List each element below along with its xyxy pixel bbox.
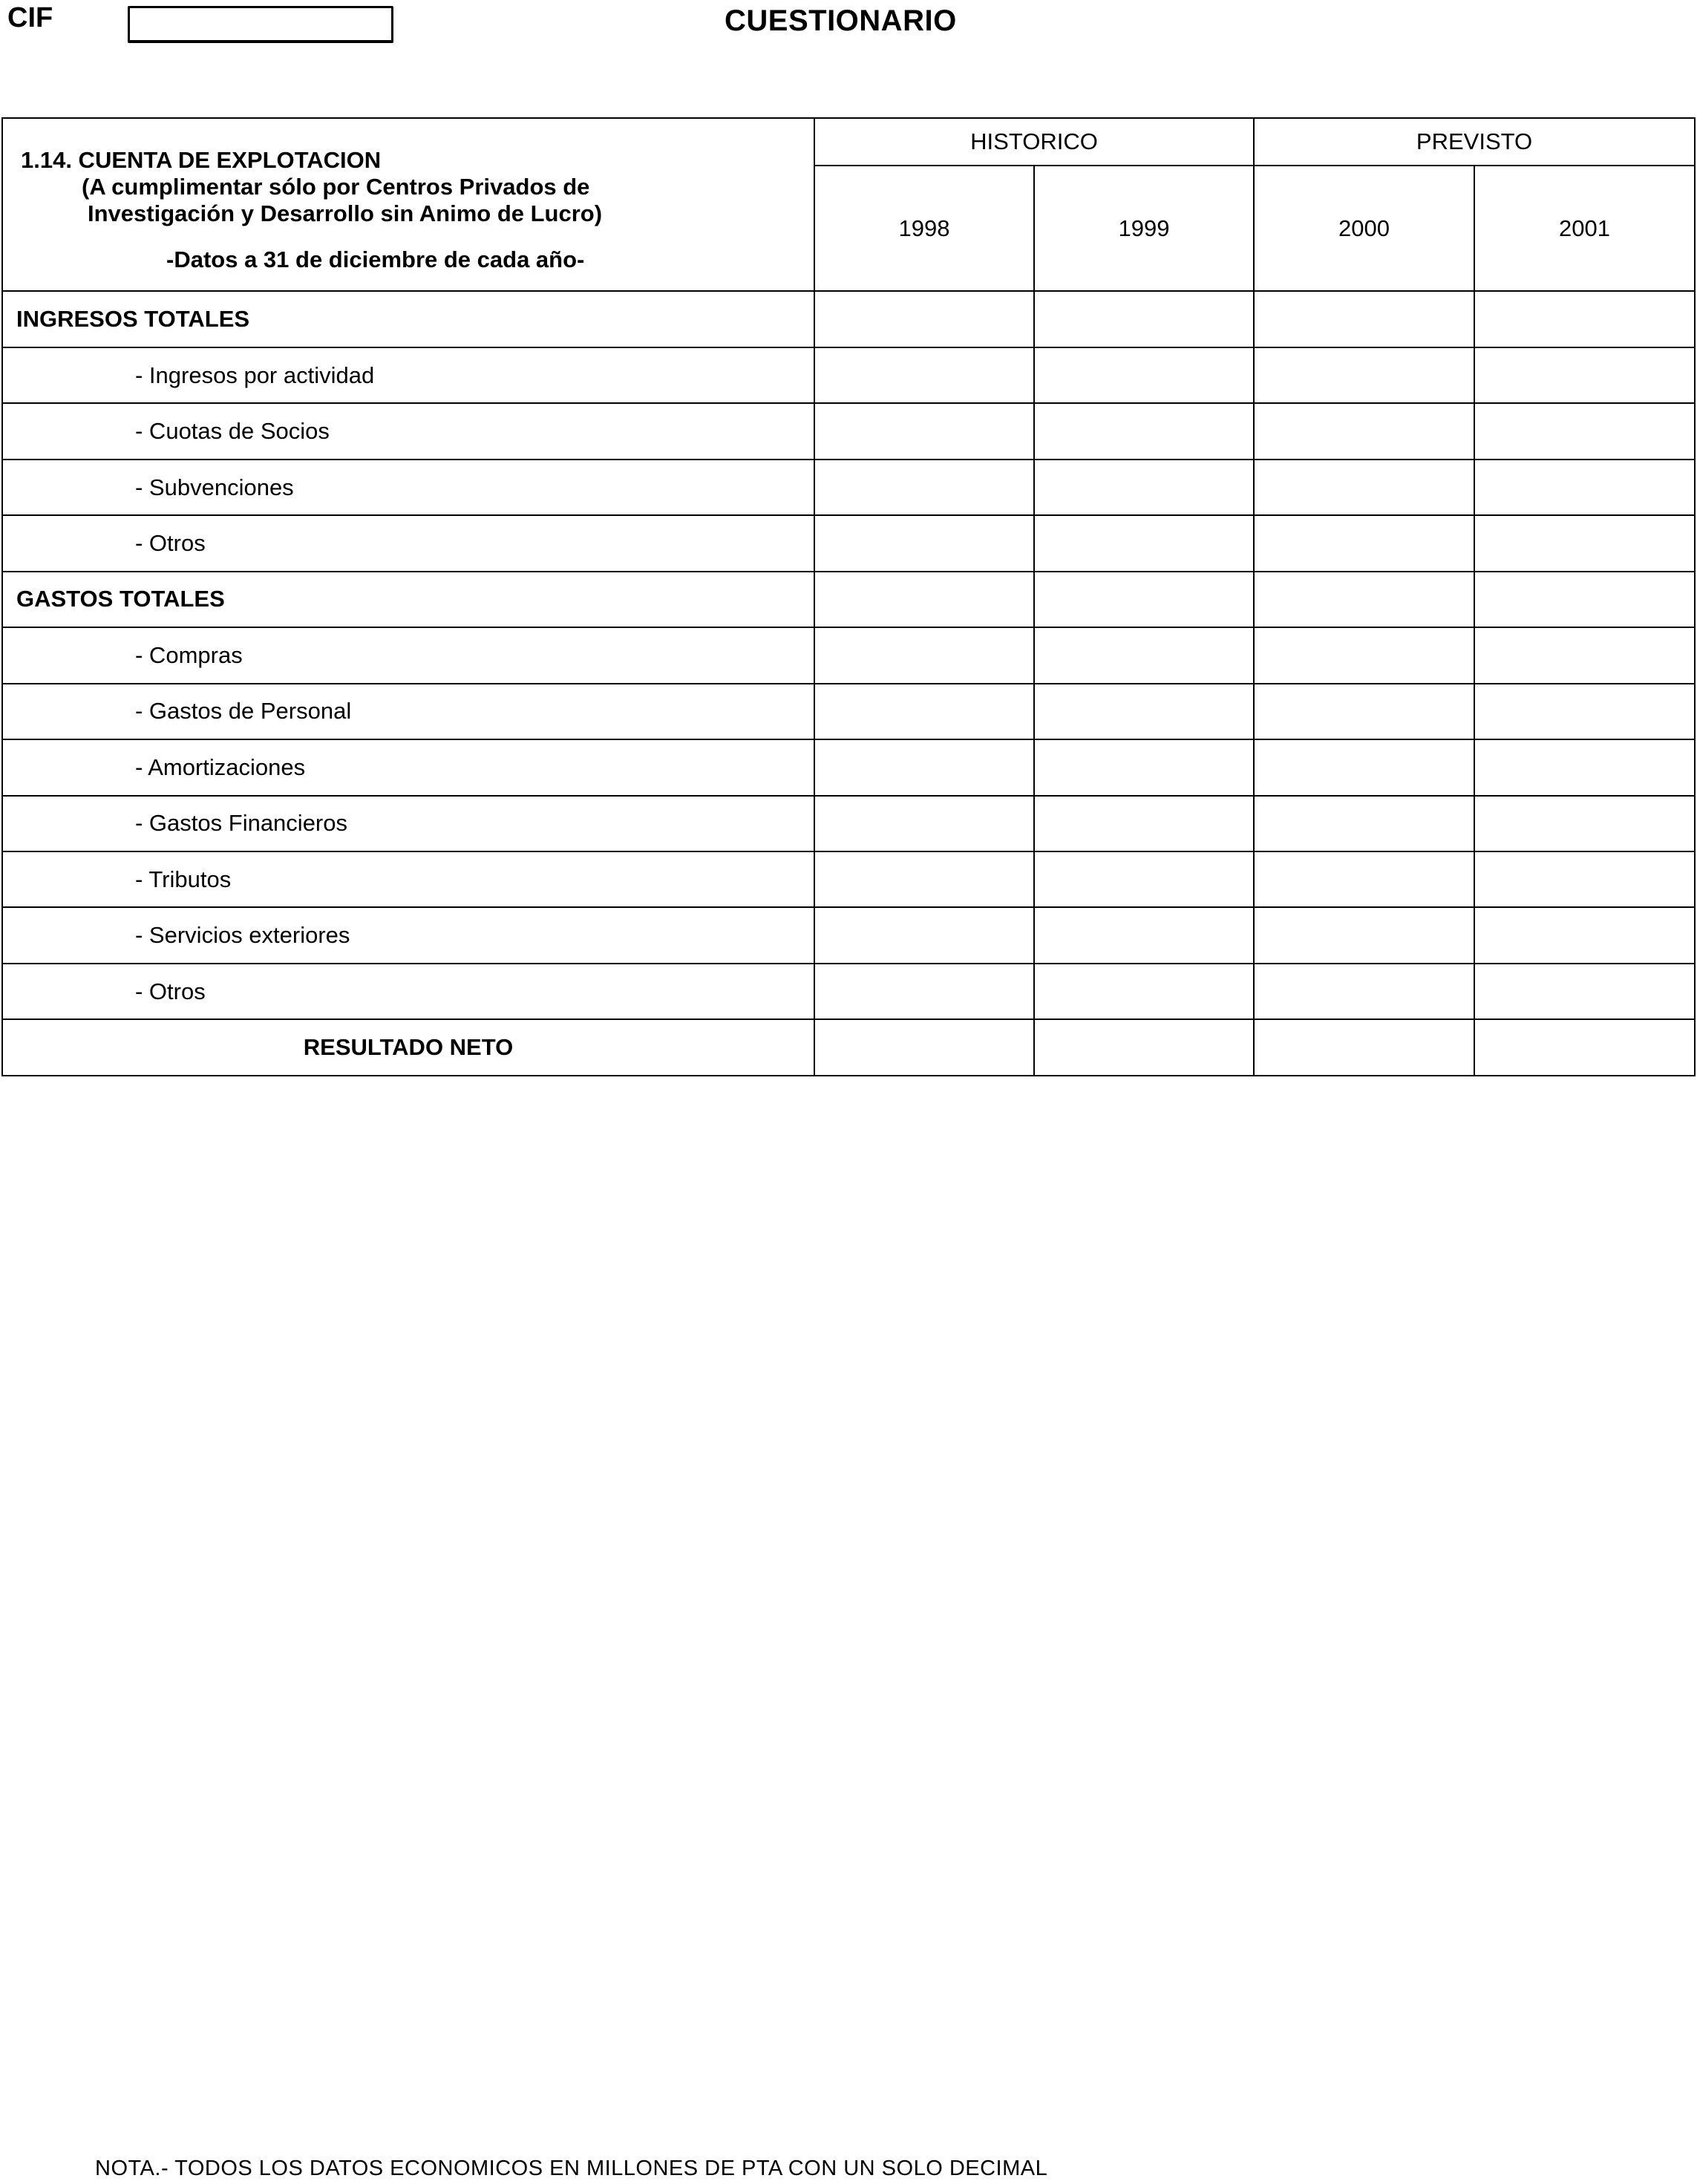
table-row <box>2 796 1695 851</box>
table-row <box>2 851 1695 907</box>
entry-cell-1998[interactable] <box>814 964 1034 1019</box>
entry-cell-2001[interactable] <box>1474 572 1695 627</box>
entry-cell-2000[interactable] <box>1254 684 1474 739</box>
entry-cell-2001[interactable] <box>1474 627 1695 683</box>
footer-note: NOTA.- TODOS LOS DATOS ECONOMICOS EN MILLONES DE PTA CON UN SOLO DECIMAL <box>95 2157 1048 2180</box>
table-row <box>2 347 1695 403</box>
row-label: - Servicios exteriores <box>2 907 814 963</box>
table-row <box>2 907 1695 963</box>
historico-header: HISTORICO <box>814 118 1254 166</box>
entry-cell-2001[interactable] <box>1474 291 1695 347</box>
entry-cell-1999[interactable] <box>1034 403 1254 459</box>
entry-cell-1998[interactable] <box>814 460 1034 515</box>
entry-cell-1999[interactable] <box>1034 907 1254 963</box>
cuenta-explotacion-table <box>1 117 1696 1076</box>
row-label: - Ingresos por actividad <box>2 347 814 403</box>
row-label: - Tributos <box>2 851 814 907</box>
row-label: RESULTADO NETO <box>2 1019 814 1076</box>
section-note-line2: Investigación y Desarrollo sin Animo de Lucro) <box>88 200 603 226</box>
entry-cell-2000[interactable] <box>1254 851 1474 907</box>
year-1999-header: 1999 <box>1034 166 1254 291</box>
entry-cell-1998[interactable] <box>814 907 1034 963</box>
entry-cell-2001[interactable] <box>1474 907 1695 963</box>
table-row <box>2 460 1695 515</box>
table-row <box>2 964 1695 1019</box>
table-header-row <box>2 118 1695 166</box>
row-label: - Compras <box>2 627 814 683</box>
entry-cell-1999[interactable] <box>1034 291 1254 347</box>
row-label: - Amortizaciones <box>2 739 814 795</box>
entry-cell-2000[interactable] <box>1254 460 1474 515</box>
section-date-note: -Datos a 31 de diciembre de cada año- <box>166 246 585 272</box>
entry-cell-1998[interactable] <box>814 403 1034 459</box>
table-row <box>2 1019 1695 1076</box>
entry-cell-1999[interactable] <box>1034 460 1254 515</box>
section-number-title: 1.14. CUENTA DE EXPLOTACION <box>21 147 382 173</box>
entry-cell-2001[interactable] <box>1474 964 1695 1019</box>
year-2001-header: 2001 <box>1474 166 1695 291</box>
entry-cell-2001[interactable] <box>1474 1019 1695 1076</box>
entry-cell-2001[interactable] <box>1474 739 1695 795</box>
year-2000-header: 2000 <box>1254 166 1474 291</box>
entry-cell-1998[interactable] <box>814 684 1034 739</box>
entry-cell-1999[interactable] <box>1034 627 1254 683</box>
entry-cell-1999[interactable] <box>1034 851 1254 907</box>
row-label: - Otros <box>2 515 814 571</box>
row-label: - Otros <box>2 964 814 1019</box>
entry-cell-2000[interactable] <box>1254 627 1474 683</box>
entry-cell-1999[interactable] <box>1034 572 1254 627</box>
table-row <box>2 291 1695 347</box>
entry-cell-1999[interactable] <box>1034 515 1254 571</box>
entry-cell-1998[interactable] <box>814 572 1034 627</box>
table-row <box>2 403 1695 459</box>
entry-cell-1998[interactable] <box>814 291 1034 347</box>
previsto-header: PREVISTO <box>1254 118 1695 166</box>
year-1998-header: 1998 <box>814 166 1034 291</box>
entry-cell-2001[interactable] <box>1474 796 1695 851</box>
entry-cell-1999[interactable] <box>1034 347 1254 403</box>
entry-cell-2000[interactable] <box>1254 347 1474 403</box>
entry-cell-2001[interactable] <box>1474 403 1695 459</box>
entry-cell-1999[interactable] <box>1034 1019 1254 1076</box>
entry-cell-1998[interactable] <box>814 347 1034 403</box>
table-row <box>2 515 1695 571</box>
entry-cell-2001[interactable] <box>1474 515 1695 571</box>
row-label: - Gastos de Personal <box>2 684 814 739</box>
cif-input[interactable] <box>128 6 393 43</box>
entry-cell-1998[interactable] <box>814 515 1034 571</box>
entry-cell-2000[interactable] <box>1254 572 1474 627</box>
entry-cell-2001[interactable] <box>1474 851 1695 907</box>
entry-cell-1998[interactable] <box>814 1019 1034 1076</box>
entry-cell-2000[interactable] <box>1254 739 1474 795</box>
table-row <box>2 572 1695 627</box>
table-row <box>2 684 1695 739</box>
entry-cell-1998[interactable] <box>814 739 1034 795</box>
entry-cell-1999[interactable] <box>1034 684 1254 739</box>
entry-cell-2001[interactable] <box>1474 460 1695 515</box>
entry-cell-2000[interactable] <box>1254 1019 1474 1076</box>
entry-cell-1998[interactable] <box>814 851 1034 907</box>
entry-cell-2000[interactable] <box>1254 515 1474 571</box>
entry-cell-2001[interactable] <box>1474 347 1695 403</box>
entry-cell-1999[interactable] <box>1034 796 1254 851</box>
entry-cell-2000[interactable] <box>1254 964 1474 1019</box>
entry-cell-2000[interactable] <box>1254 291 1474 347</box>
section-note-line1: (A cumplimentar sólo por Centros Privados de <box>82 174 590 200</box>
entry-cell-2000[interactable] <box>1254 403 1474 459</box>
cif-label: CIF <box>7 2 53 33</box>
table-row <box>2 627 1695 683</box>
entry-cell-1998[interactable] <box>814 796 1034 851</box>
entry-cell-1998[interactable] <box>814 627 1034 683</box>
row-label: - Gastos Financieros <box>2 796 814 851</box>
row-label: INGRESOS TOTALES <box>2 291 814 347</box>
entry-cell-1999[interactable] <box>1034 739 1254 795</box>
entry-cell-2001[interactable] <box>1474 684 1695 739</box>
row-label: GASTOS TOTALES <box>2 572 814 627</box>
table-row <box>2 739 1695 795</box>
section-title-cell <box>2 118 814 291</box>
entry-cell-2000[interactable] <box>1254 796 1474 851</box>
row-label: - Cuotas de Socios <box>2 403 814 459</box>
row-label: - Subvenciones <box>2 460 814 515</box>
entry-cell-2000[interactable] <box>1254 907 1474 963</box>
page-title: CUESTIONARIO <box>725 4 957 37</box>
entry-cell-1999[interactable] <box>1034 964 1254 1019</box>
